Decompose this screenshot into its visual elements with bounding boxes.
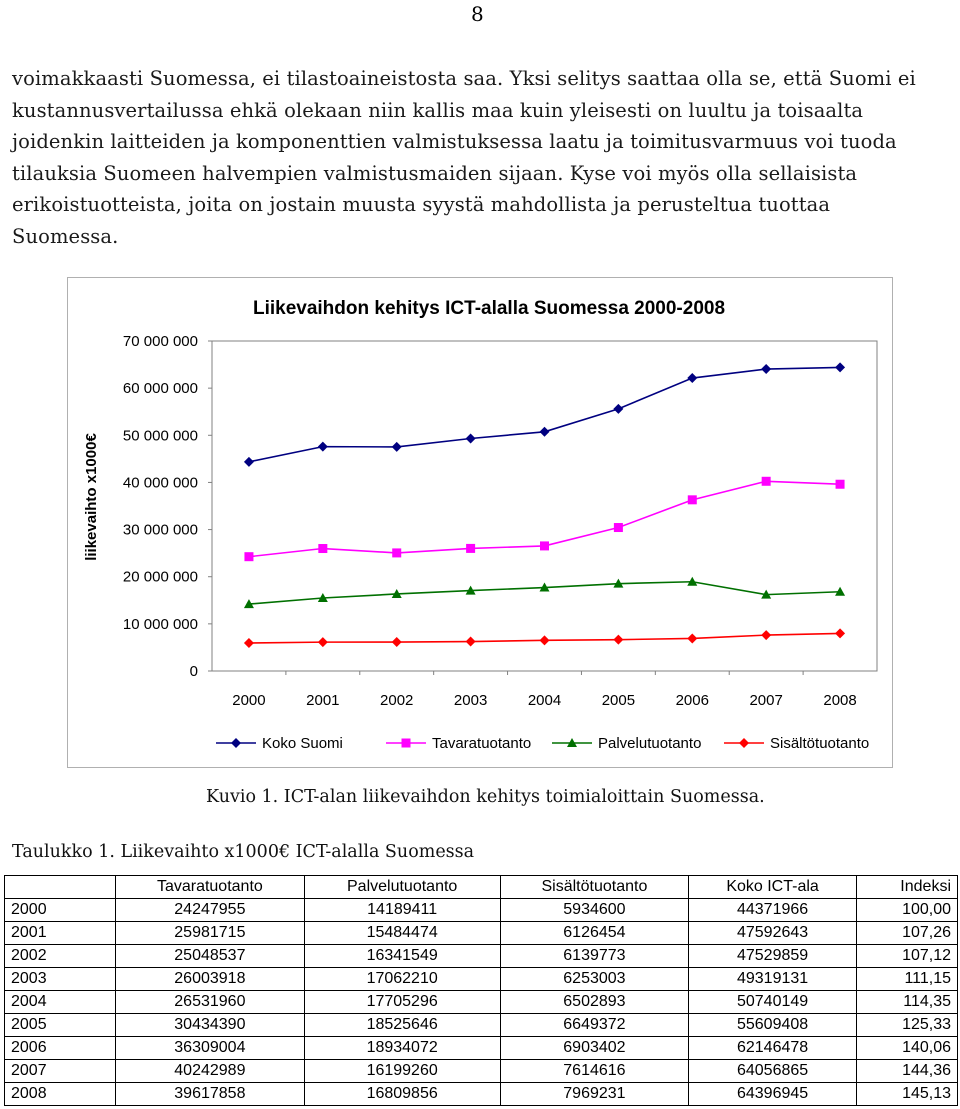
table-cell: 100,00 [856,899,957,922]
table-cell: 6903402 [500,1037,689,1060]
table-cell: 16199260 [304,1060,500,1083]
table-row [5,922,958,945]
table-cell: 64056865 [689,1060,857,1083]
table-cell: 17062210 [304,968,500,991]
table-cell: 26003918 [116,968,305,991]
data-point [762,477,771,486]
table-row [5,1037,958,1060]
paragraph-line: tilauksia Suomeen halvempien valmistusmaiden sijaan. Kyse voi myös olla sellaisista [12,161,858,185]
table-cell: 47529859 [689,945,857,968]
table-year-cell: 2007 [5,1060,116,1083]
table-cell: 16809856 [304,1083,500,1106]
page-number: 8 [471,2,484,26]
figure-caption: Kuvio 1. ICT-alan liikevaihdon kehitys toimialoittain Suomessa. [206,787,765,807]
table-cell: 145,13 [856,1083,957,1106]
x-tick-label: 2000 [232,692,266,709]
data-point [614,523,623,532]
table-cell: 114,35 [856,991,957,1014]
table-cell: 6126454 [500,922,689,945]
paragraph-line: Suomessa. [12,224,119,248]
plot-area [212,341,877,671]
legend-label: Palvelutuotanto [598,735,702,752]
table-year-cell: 2006 [5,1037,116,1060]
table-cell: 40242989 [116,1060,305,1083]
x-tick-label: 2001 [306,692,340,709]
table-cell: 15484474 [304,922,500,945]
table-year-cell: 2003 [5,968,116,991]
table-row [5,1060,958,1083]
table-cell: 39617858 [116,1083,305,1106]
table-cell: 50740149 [689,991,857,1014]
table-cell: 5934600 [500,899,689,922]
table-cell: 25048537 [116,945,305,968]
table-cell: 55609408 [689,1014,857,1037]
table-row [5,968,958,991]
paragraph-line: kustannusvertailussa ehkä olekaan niin kallis maa kuin yleisesti on luultu ja toisaalta [12,98,864,122]
y-tick-label: 70 000 000 [122,333,198,350]
table-header-cell: Tavaratuotanto [116,876,305,899]
table-cell: 107,26 [856,922,957,945]
paragraph-line: joidenkin laitteiden ja komponenttien valmistuksessa laatu ja toimitusvarmuus voi tuoda [12,130,897,153]
table-header-cell: Koko ICT-ala [689,876,857,899]
table-row [5,991,958,1014]
x-axis [232,671,856,709]
table-header-cell [5,876,116,899]
y-axis [123,333,212,680]
x-tick-label: 2004 [527,692,562,709]
legend-label: Sisältötuotanto [770,735,870,752]
data-point [836,480,845,489]
revenue-table [4,875,958,1106]
table-cell: 14189411 [304,899,500,922]
data-point [402,739,411,748]
x-tick-label: 2006 [675,692,709,709]
legend [213,728,878,758]
x-tick-label: 2007 [749,692,783,709]
table-cell: 47592643 [689,922,857,945]
table-cell: 107,12 [856,945,957,968]
table-cell: 24247955 [116,899,305,922]
table-year-cell: 2001 [5,922,116,945]
table-cell: 7969231 [500,1083,689,1106]
legend-label: Koko Suomi [262,735,343,752]
line-chart [68,278,894,769]
table-year-cell: 2008 [5,1083,116,1106]
table-cell: 140,06 [856,1037,957,1060]
table-title: Taulukko 1. Liikevaihto x1000€ ICT-alalla Suomessa [12,842,475,862]
table-year-cell: 2004 [5,991,116,1014]
table-cell: 30434390 [116,1014,305,1037]
y-tick-label: 10 000 000 [122,615,198,633]
data-point [540,541,549,550]
x-tick-label: 2005 [601,692,636,709]
table-row [5,1083,958,1106]
table-cell: 44371966 [689,899,857,922]
table-cell: 6139773 [500,945,689,968]
table-cell: 111,15 [856,968,957,991]
y-tick-label: 50 000 000 [122,427,198,445]
table-header-cell: Sisältötuotanto [500,876,689,899]
table-cell: 125,33 [856,1014,957,1037]
data-point [688,495,697,504]
data-point [244,552,253,561]
y-tick-label: 0 [189,663,198,680]
table-cell: 18934072 [304,1037,500,1060]
data-point [318,544,327,553]
chart-frame [67,277,893,768]
x-tick-label: 2003 [453,692,488,709]
table-row [5,1014,958,1037]
table-cell: 49319131 [689,968,857,991]
table-header-cell: Palvelutuotanto [304,876,500,899]
table-cell: 18525646 [304,1014,500,1037]
data-point [392,548,401,557]
table-header-row [5,876,958,899]
table-cell: 62146478 [689,1037,857,1060]
y-tick-label: 60 000 000 [122,380,198,398]
legend-label: Tavaratuotanto [432,735,532,752]
table-cell: 16341549 [304,945,500,968]
table-cell: 26531960 [116,991,305,1014]
table-cell: 6502893 [500,991,689,1014]
data-point [466,544,475,553]
table-year-cell: 2002 [5,945,116,968]
table-header-cell: Indeksi [856,876,957,899]
y-tick-label: 20 000 000 [122,568,198,586]
table-cell: 6649372 [500,1014,689,1037]
table-cell: 36309004 [116,1037,305,1060]
y-tick-label: 30 000 000 [122,521,198,539]
body-paragraph [12,63,948,252]
table-cell: 144,36 [856,1060,957,1083]
table-row [5,945,958,968]
table-cell: 64396945 [689,1083,857,1106]
table-cell: 25981715 [116,922,305,945]
y-axis-label: liikevaihto x1000€ [83,433,100,561]
table-cell: 17705296 [304,991,500,1014]
x-tick-label: 2002 [380,692,414,709]
table-year-cell: 2005 [5,1014,116,1037]
chart-title: Liikevaihdon kehitys ICT-alalla Suomessa 2000-2008 [252,298,726,319]
y-tick-label: 40 000 000 [122,474,198,492]
table-cell: 7614616 [500,1060,689,1083]
table-year-cell: 2000 [5,899,116,922]
table-cell: 6253003 [500,968,689,991]
paragraph-line: erikoistuotteista, joita on jostain muusta syystä mahdollista ja perusteltua tuottaa [12,193,831,216]
table-row [5,899,958,922]
x-tick-label: 2008 [823,692,857,709]
paragraph-line: voimakkaasti Suomessa, ei tilastoaineistosta saa. Yksi selitys saattaa olla se, että Suomi ei [12,67,916,90]
